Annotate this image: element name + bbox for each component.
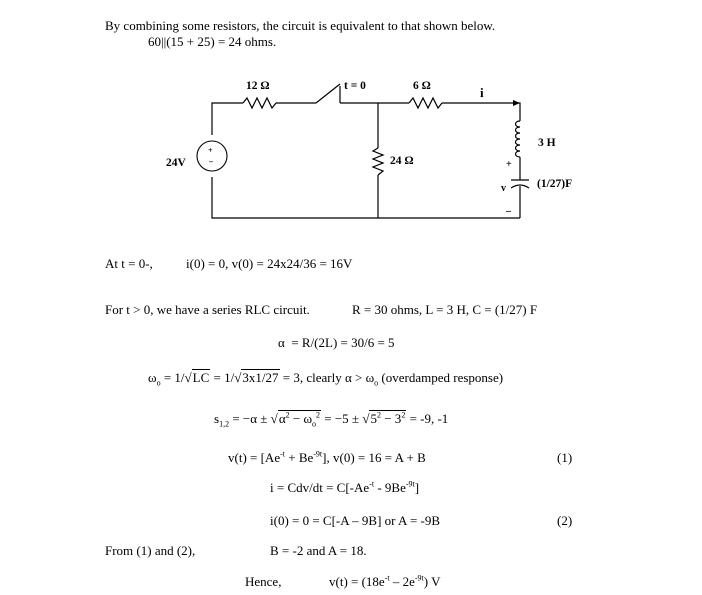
eq-number-1: (1): [557, 450, 573, 465]
current-arrow: [513, 100, 520, 106]
alpha-symbol: α: [278, 335, 285, 350]
initial-values: i(0) = 0, v(0) = 24x24/36 = 16V: [186, 256, 353, 271]
roots-p1: = −α ±: [229, 411, 271, 426]
inductor-3h: [516, 121, 521, 180]
vt-a: v(t) = [Ae: [228, 450, 281, 465]
wire-top-left: [212, 103, 243, 135]
omega-part2: = 1/: [210, 370, 235, 385]
roots-exp-d: 2: [401, 410, 406, 420]
vt-line: [228, 450, 426, 465]
rlc-params: R = 30 ohms, L = 3 H, C = (1/27) F: [352, 302, 538, 317]
label-r3: 24 Ω: [390, 155, 414, 167]
initial-at: At t = 0-,: [105, 256, 153, 271]
i0-line: i(0) = 0 = C[-A – 9B] or A = -9B: [270, 513, 441, 528]
label-switch: t = 0: [344, 80, 366, 92]
resistor-6-ohm: [409, 98, 442, 108]
omega-symbol: ω: [148, 370, 157, 385]
vt-b: + Be: [284, 450, 314, 465]
omega-part1: = 1/: [160, 370, 185, 385]
vt-e2: -9t: [313, 449, 323, 459]
wire-bottom: [212, 177, 520, 218]
eq-number-2: (2): [557, 513, 573, 528]
roots-exp-b: 2: [316, 410, 321, 420]
label-cap-v: v: [501, 183, 506, 194]
hence-c: ) V: [423, 574, 441, 589]
capacitor: [511, 180, 529, 218]
label-current: i: [480, 85, 484, 100]
vt-c: ], v(0) = 16 = A + B: [322, 450, 426, 465]
omega-rad1: LC: [192, 370, 210, 385]
it-c: ]: [414, 480, 420, 495]
alpha-line: [278, 335, 395, 350]
omega-part4: (overdamped response): [378, 370, 504, 385]
roots-radical1: [278, 410, 321, 429]
roots-p2: = −5 ±: [321, 411, 363, 426]
hence-e1: -t: [384, 573, 390, 583]
roots-line: $s_{1,2} = -\alpha \pm √\alpha^2 - \omega_o^2 = -5 \pm √5^2 - 3^2 = -9$, -1: [214, 410, 449, 429]
it-b: - 9Be: [374, 480, 406, 495]
alpha-expression: = R/(2L) = 30/6 = 5: [291, 335, 395, 350]
resistor-24-ohm: [373, 148, 383, 175]
from-label: From (1) and (2),: [105, 543, 196, 558]
label-inductor: 3 H: [538, 137, 556, 149]
hence-label: Hence,: [245, 574, 282, 589]
intro-equation: 60||(15 + 25) = 24 ohms.: [148, 34, 277, 49]
roots-p3: = -9, -1: [406, 411, 449, 426]
it-a: i = Cdv/dt = C[-Ae: [270, 480, 370, 495]
roots-rad-5: 5: [370, 411, 377, 426]
intro-sentence: By combining some resistors, the circuit is equivalent to that shown below.: [105, 18, 496, 33]
from-result: B = -2 and A = 18.: [270, 543, 367, 558]
roots-rad-alpha: α: [278, 411, 286, 426]
label-r2: 6 Ω: [413, 80, 431, 92]
omega-line: $\omega_o = 1/√LC = 1/√3x1/27 = 3$, clearly $\alpha > \omega_o$ (overdamped response): [148, 370, 504, 388]
rlc-statement: For t > 0, we have a series RLC circuit.: [105, 302, 310, 317]
hence-a: v(t) = (18e: [329, 574, 385, 589]
omega-part3: = 3, clearly α > ω: [279, 370, 375, 385]
label-capacitor: (1/27)F: [537, 178, 573, 190]
roots-sub: 1,2: [219, 419, 230, 429]
roots-s: s: [214, 411, 220, 426]
roots-exp-c: 2: [376, 410, 381, 420]
hence-e2: -9t: [414, 573, 424, 583]
omega-sub2: o: [374, 378, 379, 388]
wire-top-right: [442, 103, 520, 121]
omega-sub: o: [156, 378, 161, 388]
vt-e1: -t: [280, 449, 285, 459]
label-source-minus: –: [209, 157, 213, 166]
hence-b: – 2e: [389, 574, 415, 589]
hence-result: [329, 574, 441, 589]
omega-rad2: 3x1/27: [242, 370, 279, 385]
label-source-plus: +: [208, 146, 213, 155]
label-r1: 12 Ω: [246, 80, 270, 92]
roots-minus: − ω: [289, 411, 313, 426]
roots-exp-a: 2: [285, 410, 290, 420]
roots-minus3: − 3: [380, 411, 402, 426]
it-line: [270, 480, 419, 495]
resistor-12-ohm: [243, 98, 276, 108]
roots-sub-o: o: [312, 419, 317, 429]
it-e1: -t: [369, 479, 375, 489]
label-source: 24V: [166, 157, 186, 169]
roots-radical2: [369, 410, 406, 426]
label-cap-plus: +: [506, 159, 512, 170]
it-e2: -9t: [405, 479, 415, 489]
label-cap-minus: –: [506, 206, 511, 217]
